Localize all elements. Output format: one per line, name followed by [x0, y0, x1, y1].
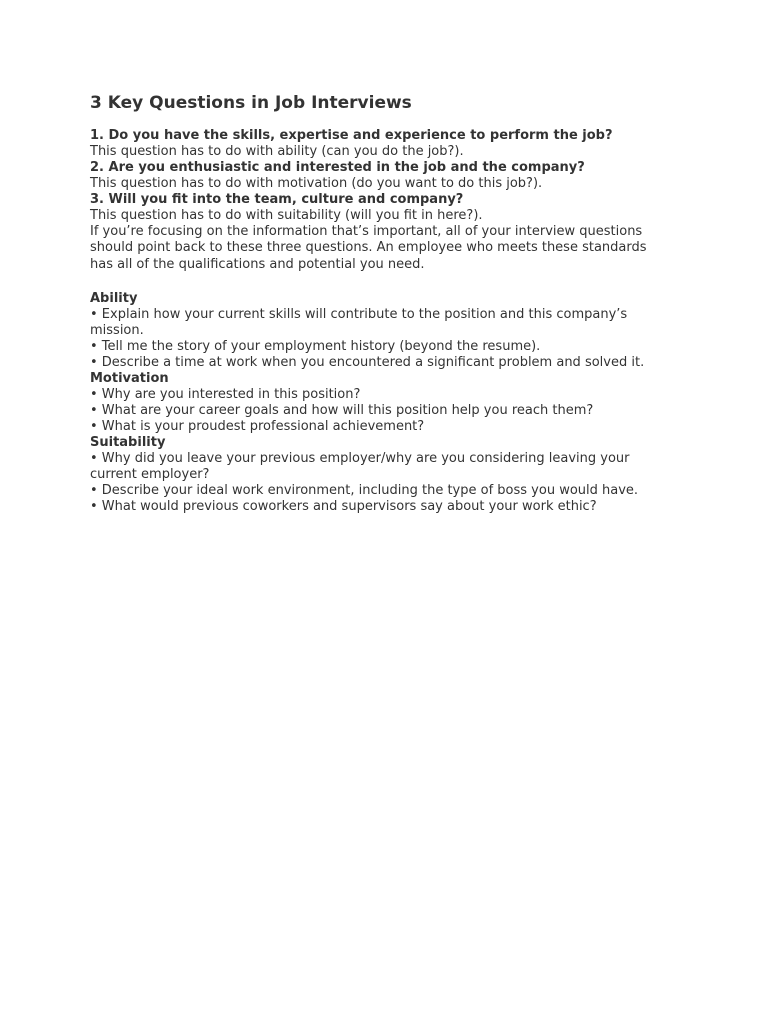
question-3-explanation: This question has to do with suitability (will you fit in here?).	[90, 208, 483, 223]
question-1-explanation: This question has to do with ability (can you do the job?).	[90, 144, 464, 159]
key-questions	[90, 128, 670, 224]
section-motivation	[90, 371, 670, 435]
section-heading-motivation: Motivation	[90, 370, 169, 386]
list-item: • Describe a time at work when you encountered a significant problem and solved it.	[90, 354, 645, 370]
question-2: 2. Are you enthusiastic and interested in the job and the company?	[90, 160, 585, 175]
list-item: • What are your career goals and how will this position help you reach them?	[90, 402, 594, 418]
spacer	[90, 273, 670, 291]
question-1: 1. Do you have the skills, expertise and experience to perform the job?	[90, 128, 613, 143]
question-2-explanation: This question has to do with motivation (do you want to do this job?).	[90, 176, 543, 191]
section-heading-ability: Ability	[90, 290, 138, 306]
list-item: • What would previous coworkers and supervisors say about your work ethic?	[90, 498, 597, 514]
list-item: • Explain how your current skills will contribute to the position and this company’s mission.	[90, 306, 628, 338]
section-ability	[90, 291, 670, 371]
list-item: • Tell me the story of your employment history (beyond the resume).	[90, 338, 541, 354]
list-item: • Why are you interested in this position?	[90, 386, 361, 402]
summary-paragraph: If you’re focusing on the information that’s important, all of your interview questions should point back to these three questions. An employee who meets these standards has all of the qualifications and potential you need.	[90, 224, 647, 272]
section-heading-suitability: Suitability	[90, 434, 166, 450]
list-item: • What is your proudest professional achievement?	[90, 418, 425, 434]
question-3: 3. Will you fit into the team, culture and company?	[90, 192, 464, 207]
list-item: • Why did you leave your previous employer/why are you considering leaving your current employer?	[90, 450, 630, 482]
document-page	[90, 92, 670, 515]
section-suitability	[90, 435, 670, 515]
list-item: • Describe your ideal work environment, including the type of boss you would have.	[90, 482, 639, 498]
document-title: 3 Key Questions in Job Interviews	[90, 93, 412, 113]
